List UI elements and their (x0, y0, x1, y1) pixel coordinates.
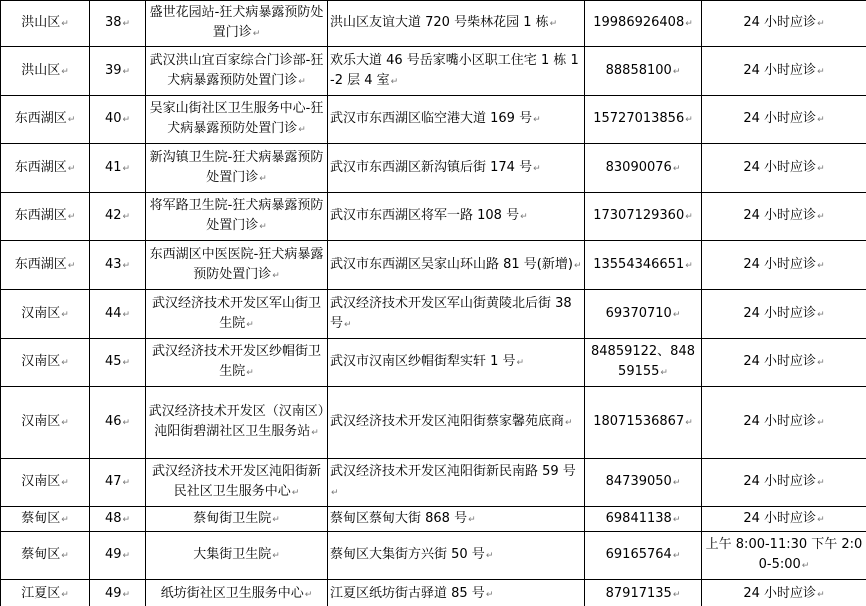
district-cell (1, 144, 90, 193)
paragraph-mark-icon: ↵ (272, 551, 280, 561)
phone-cell (585, 193, 702, 241)
district-cell-text: 东西湖区 (14, 159, 67, 175)
hours-cell (702, 193, 866, 241)
phone-cell-text: 17307129360 (593, 208, 685, 223)
paragraph-mark-icon: ↵ (67, 115, 76, 125)
clinic-name-cell (146, 96, 328, 144)
number-cell-text: 43 (104, 256, 122, 272)
district-cell-text: 蔡甸区 (21, 510, 61, 526)
paragraph-mark-icon: ↵ (672, 66, 681, 77)
hours-cell (702, 241, 866, 290)
clinic-name-cell (146, 387, 328, 459)
clinic-name-cell-text: 武汉经济技术开发区沌阳街新民社区卫生服务中心 (151, 464, 321, 499)
paragraph-mark-icon: ↵ (817, 19, 825, 29)
phone-cell (585, 96, 702, 144)
number-cell (90, 339, 146, 387)
phone-cell (585, 290, 702, 339)
paragraph-mark-icon: ↵ (259, 173, 267, 184)
phone-cell-text: 84859122、84859155 (591, 344, 695, 379)
phone-cell (585, 507, 702, 532)
paragraph-mark-icon: ↵ (61, 514, 69, 525)
paragraph-mark-icon: ↵ (672, 590, 681, 600)
clinic-name-cell (146, 339, 328, 387)
paragraph-mark-icon: ↵ (291, 488, 300, 498)
paragraph-mark-icon: ↵ (817, 66, 825, 77)
paragraph-mark-icon: ↵ (485, 590, 494, 600)
district-cell (1, 47, 90, 96)
paragraph-mark-icon: ↵ (61, 418, 69, 428)
clinic-name-cell-text: 新沟镇卫生院-狂犬病暴露预防处置门诊 (149, 149, 324, 185)
address-cell (328, 387, 585, 459)
paragraph-mark-icon: ↵ (122, 590, 131, 600)
address-cell (328, 290, 585, 339)
table-row (1, 580, 866, 606)
phone-cell-text: 19986926408 (593, 15, 685, 30)
phone-cell (585, 387, 702, 459)
number-cell (90, 1, 146, 47)
address-cell-text: 武汉经济技术开发区沌阳街蔡家馨苑底商 (330, 414, 565, 429)
hours-cell (702, 144, 866, 193)
clinic-name-cell-text: 将军路卫生院-狂犬病暴露预防处置门诊 (149, 198, 324, 233)
district-cell-text: 东西湖区 (14, 208, 67, 223)
paragraph-mark-icon: ↵ (61, 551, 69, 561)
clinic-name-cell (146, 290, 328, 339)
hours-cell (702, 459, 866, 507)
table-row (1, 96, 866, 144)
hours-cell-text: 24 小时应诊 (743, 414, 817, 429)
hours-cell-text: 24 小时应诊 (743, 474, 817, 489)
hours-cell-text: 24 小时应诊 (743, 510, 817, 526)
paragraph-mark-icon: ↵ (61, 19, 69, 29)
paragraph-mark-icon: ↵ (272, 270, 280, 281)
paragraph-mark-icon: ↵ (344, 319, 352, 330)
paragraph-mark-icon: ↵ (122, 478, 131, 488)
phone-cell-text: 18071536867 (593, 414, 685, 429)
hours-cell-text: 24 小时应诊 (743, 305, 817, 321)
number-cell (90, 507, 146, 532)
paragraph-mark-icon: ↵ (67, 163, 76, 174)
number-cell (90, 290, 146, 339)
number-cell (90, 241, 146, 290)
paragraph-mark-icon: ↵ (61, 358, 69, 368)
paragraph-mark-icon: ↵ (122, 260, 131, 271)
address-cell (328, 507, 585, 532)
address-cell-text: 蔡甸区蔡甸大街 868 号 (330, 510, 468, 526)
table-row (1, 507, 866, 532)
paragraph-mark-icon: ↵ (61, 309, 69, 320)
number-cell-text: 46 (104, 414, 122, 429)
clinic-name-cell-text: 东西湖区中医医院-狂犬病暴露预防处置门诊 (149, 246, 324, 282)
phone-cell-text: 83090076 (605, 159, 672, 175)
clinic-name-cell (146, 47, 328, 96)
address-cell-text: 武汉市东西湖区新沟镇后街 174 号 (330, 159, 533, 175)
address-cell-text: 蔡甸区大集街方兴街 50 号 (330, 547, 485, 562)
paragraph-mark-icon: ↵ (549, 19, 558, 29)
phone-cell-text: 13554346651 (593, 256, 685, 272)
address-cell-text: 江夏区纸坊街古驿道 85 号 (330, 586, 485, 601)
paragraph-mark-icon: ↵ (672, 163, 681, 174)
paragraph-mark-icon: ↵ (533, 115, 541, 125)
hours-cell-text: 上午 8:00-11:30 下午 2:00-5:00 (705, 537, 863, 572)
hours-cell (702, 47, 866, 96)
paragraph-mark-icon: ↵ (122, 514, 131, 525)
clinic-name-cell (146, 532, 328, 580)
address-cell-text: 武汉市东西湖区临空港大道 169 号 (330, 111, 533, 126)
paragraph-mark-icon: ↵ (61, 478, 69, 488)
hours-cell-text: 24 小时应诊 (743, 208, 817, 223)
clinic-name-cell (146, 241, 328, 290)
district-cell-text: 蔡甸区 (21, 547, 61, 562)
district-cell-text: 汉南区 (21, 305, 61, 321)
phone-cell (585, 459, 702, 507)
address-cell (328, 339, 585, 387)
phone-cell-text: 84739050 (605, 474, 672, 489)
paragraph-mark-icon: ↵ (252, 29, 261, 39)
district-cell (1, 507, 90, 532)
number-cell-text: 38 (104, 15, 122, 30)
district-cell-text: 东西湖区 (14, 256, 67, 272)
clinic-name-cell (146, 580, 328, 606)
phone-cell-text: 69841138 (605, 510, 672, 526)
paragraph-mark-icon: ↵ (672, 551, 681, 561)
hours-cell (702, 339, 866, 387)
paragraph-mark-icon: ↵ (520, 212, 528, 222)
hours-cell (702, 1, 866, 47)
paragraph-mark-icon: ↵ (817, 418, 825, 428)
number-cell-text: 48 (104, 510, 122, 526)
number-cell (90, 532, 146, 580)
paragraph-mark-icon: ↵ (122, 66, 131, 77)
hours-cell-text: 24 小时应诊 (743, 354, 817, 369)
phone-cell (585, 47, 702, 96)
phone-cell-text: 69370710 (605, 305, 672, 321)
number-cell (90, 387, 146, 459)
paragraph-mark-icon: ↵ (122, 163, 131, 174)
district-cell (1, 193, 90, 241)
phone-cell-text: 87917135 (605, 586, 672, 601)
address-cell (328, 580, 585, 606)
paragraph-mark-icon: ↵ (660, 368, 668, 378)
number-cell (90, 96, 146, 144)
district-cell (1, 339, 90, 387)
district-cell (1, 290, 90, 339)
paragraph-mark-icon: ↵ (259, 222, 267, 232)
district-cell-text: 洪山区 (21, 15, 61, 30)
paragraph-mark-icon: ↵ (672, 514, 681, 525)
phone-cell (585, 580, 702, 606)
hours-cell (702, 580, 866, 606)
phone-cell (585, 144, 702, 193)
clinic-name-cell-text: 武汉经济技术开发区纱帽街卫生院 (151, 344, 321, 379)
phone-cell-text: 88858100 (605, 62, 672, 78)
paragraph-mark-icon: ↵ (685, 260, 693, 271)
clinic-name-cell-text: 武汉经济技术开发区（汉南区）沌阳街碧湖社区卫生服务站 (148, 404, 325, 439)
phone-cell (585, 241, 702, 290)
paragraph-mark-icon: ↵ (122, 551, 131, 561)
paragraph-mark-icon: ↵ (61, 66, 69, 77)
address-cell (328, 193, 585, 241)
clinic-name-cell-text: 盛世花园站-狂犬病暴露预防处置门诊 (149, 5, 324, 40)
number-cell-text: 41 (104, 159, 122, 175)
address-cell-text: 武汉经济技术开发区沌阳街新民南路 59 号 (330, 464, 576, 479)
table-row (1, 1, 866, 47)
hours-cell-text: 24 小时应诊 (743, 159, 817, 175)
paragraph-mark-icon: ↵ (685, 418, 693, 428)
clinic-name-cell-text: 武汉经济技术开发区军山街卫生院 (151, 295, 321, 331)
paragraph-mark-icon: ↵ (672, 478, 681, 488)
clinic-name-cell (146, 193, 328, 241)
district-cell (1, 96, 90, 144)
paragraph-mark-icon: ↵ (817, 260, 825, 271)
table-row (1, 193, 866, 241)
paragraph-mark-icon: ↵ (485, 551, 494, 561)
paragraph-mark-icon: ↵ (817, 590, 825, 600)
paragraph-mark-icon: ↵ (817, 115, 825, 125)
paragraph-mark-icon: ↵ (122, 212, 131, 222)
paragraph-mark-icon: ↵ (817, 478, 825, 488)
paragraph-mark-icon: ↵ (390, 76, 399, 87)
paragraph-mark-icon: ↵ (672, 309, 681, 320)
clinic-name-cell (146, 459, 328, 507)
paragraph-mark-icon: ↵ (246, 368, 254, 378)
paragraph-mark-icon: ↵ (122, 115, 131, 125)
address-cell (328, 1, 585, 47)
clinic-name-cell-text: 蔡甸街卫生院 (193, 510, 272, 526)
paragraph-mark-icon: ↵ (685, 19, 693, 29)
paragraph-mark-icon: ↵ (246, 319, 254, 330)
paragraph-mark-icon: ↵ (817, 514, 825, 525)
address-cell-text: 欢乐大道 46 号岳家嘴小区职工住宅 1 栋 1-2 层 4 室 (330, 52, 579, 88)
paragraph-mark-icon: ↵ (573, 260, 582, 271)
district-cell (1, 580, 90, 606)
number-cell (90, 193, 146, 241)
phone-cell (585, 1, 702, 47)
number-cell (90, 580, 146, 606)
hours-cell (702, 532, 866, 580)
address-cell-text: 洪山区友谊大道 720 号柴林花园 1 栋 (330, 15, 549, 30)
hours-cell-text: 24 小时应诊 (743, 111, 817, 126)
paragraph-mark-icon: ↵ (122, 19, 131, 29)
paragraph-mark-icon: ↵ (331, 488, 339, 498)
table-row (1, 290, 866, 339)
hours-cell-text: 24 小时应诊 (743, 256, 817, 272)
paragraph-mark-icon: ↵ (801, 561, 810, 571)
phone-cell (585, 339, 702, 387)
district-cell (1, 459, 90, 507)
district-cell (1, 1, 90, 47)
table-row (1, 459, 866, 507)
phone-cell (585, 532, 702, 580)
paragraph-mark-icon: ↵ (817, 358, 825, 368)
address-cell (328, 144, 585, 193)
table-row (1, 47, 866, 96)
hours-cell (702, 387, 866, 459)
table-row (1, 241, 866, 290)
number-cell-text: 42 (104, 208, 122, 223)
paragraph-mark-icon: ↵ (817, 309, 825, 320)
paragraph-mark-icon: ↵ (61, 590, 69, 600)
address-cell-text: 武汉市东西湖区吴家山环山路 81 号(新增) (330, 256, 573, 272)
district-cell-text: 汉南区 (21, 414, 61, 429)
hours-cell-text: 24 小时应诊 (743, 62, 817, 78)
district-cell-text: 汉南区 (21, 474, 61, 489)
table-row (1, 144, 866, 193)
table-row (1, 387, 866, 459)
address-cell (328, 459, 585, 507)
address-cell (328, 241, 585, 290)
paragraph-mark-icon: ↵ (533, 163, 541, 174)
clinic-name-cell-text: 纸坊街社区卫生服务中心 (160, 586, 304, 601)
number-cell (90, 47, 146, 96)
paragraph-mark-icon: ↵ (685, 115, 693, 125)
table-row (1, 532, 866, 580)
paragraph-mark-icon: ↵ (565, 418, 573, 428)
paragraph-mark-icon: ↵ (67, 260, 76, 271)
number-cell-text: 44 (104, 305, 122, 321)
number-cell (90, 144, 146, 193)
hours-cell-text: 24 小时应诊 (743, 15, 817, 30)
phone-cell-text: 69165764 (605, 547, 672, 562)
paragraph-mark-icon: ↵ (298, 76, 306, 87)
number-cell (90, 459, 146, 507)
number-cell-text: 49 (104, 547, 122, 562)
district-cell-text: 汉南区 (21, 354, 61, 369)
district-cell (1, 532, 90, 580)
hours-cell-text: 24 小时应诊 (743, 586, 817, 601)
district-cell-text: 东西湖区 (14, 111, 67, 126)
number-cell-text: 49 (104, 586, 122, 601)
address-cell (328, 96, 585, 144)
address-cell (328, 47, 585, 96)
number-cell-text: 39 (104, 62, 122, 78)
paragraph-mark-icon: ↵ (304, 590, 313, 600)
paragraph-mark-icon: ↵ (122, 418, 131, 428)
clinic-name-cell-text: 武汉洪山宜百家综合门诊部-狂犬病暴露预防处置门诊 (149, 52, 324, 88)
hours-cell (702, 96, 866, 144)
paragraph-mark-icon: ↵ (272, 514, 280, 525)
clinic-name-cell (146, 1, 328, 47)
district-cell (1, 387, 90, 459)
district-cell-text: 洪山区 (21, 62, 61, 78)
paragraph-mark-icon: ↵ (122, 309, 131, 320)
clinic-name-cell-text: 吴家山街社区卫生服务中心-狂犬病暴露预防处置门诊 (149, 101, 324, 136)
hours-cell (702, 507, 866, 532)
clinic-table-body (1, 1, 866, 606)
number-cell-text: 47 (104, 474, 122, 489)
paragraph-mark-icon: ↵ (468, 514, 476, 525)
address-cell-text: 武汉市东西湖区将军一路 108 号 (330, 208, 520, 223)
clinic-name-cell (146, 144, 328, 193)
paragraph-mark-icon: ↵ (685, 212, 693, 222)
district-cell (1, 241, 90, 290)
district-cell-text: 江夏区 (21, 586, 61, 601)
paragraph-mark-icon: ↵ (817, 212, 825, 222)
clinic-name-cell (146, 507, 328, 532)
address-cell (328, 532, 585, 580)
hours-cell (702, 290, 866, 339)
number-cell-text: 40 (104, 111, 122, 126)
address-cell-text: 武汉经济技术开发区军山街黄陵北后街 38 号 (330, 295, 572, 331)
phone-cell-text: 15727013856 (593, 111, 685, 126)
paragraph-mark-icon: ↵ (67, 212, 76, 222)
clinic-name-cell-text: 大集街卫生院 (193, 547, 272, 562)
number-cell-text: 45 (104, 354, 122, 369)
paragraph-mark-icon: ↵ (516, 358, 525, 368)
table-row (1, 339, 866, 387)
paragraph-mark-icon: ↵ (298, 125, 306, 135)
paragraph-mark-icon: ↵ (311, 428, 319, 438)
paragraph-mark-icon: ↵ (817, 163, 825, 174)
paragraph-mark-icon: ↵ (122, 358, 131, 368)
address-cell-text: 武汉市汉南区纱帽街犁实轩 1 号 (330, 354, 516, 369)
